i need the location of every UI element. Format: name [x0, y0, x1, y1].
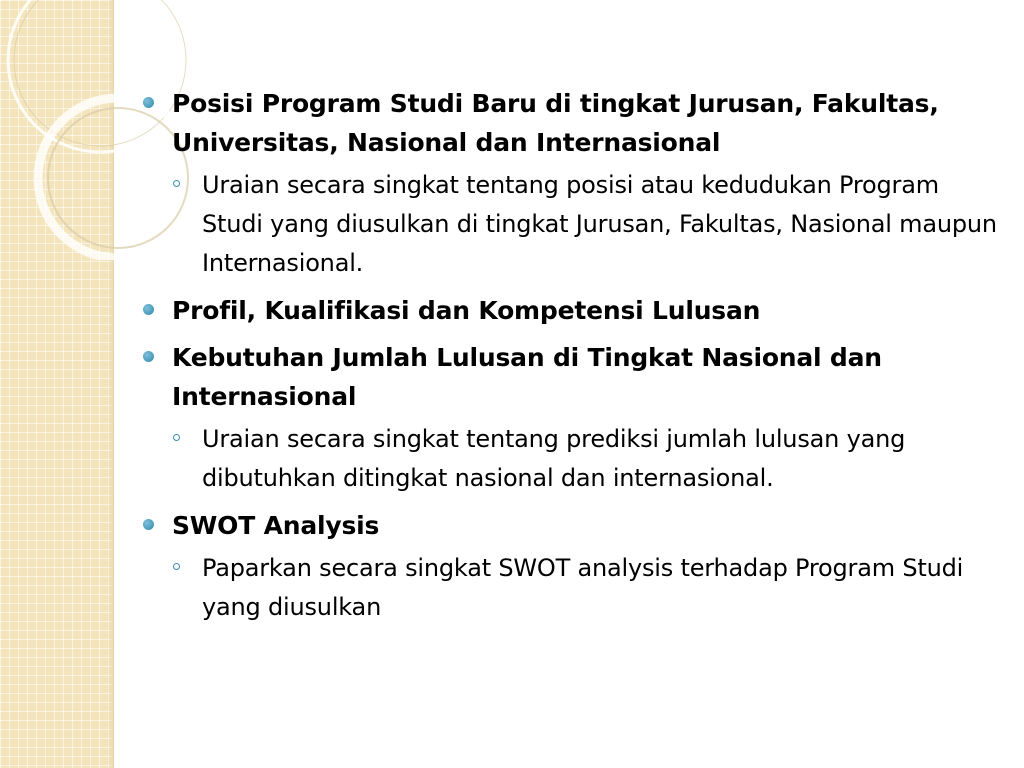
- bullet-dot-icon: [143, 304, 154, 315]
- bullet-text: Profil, Kualifikasi dan Kompetensi Lulusan: [172, 296, 761, 325]
- ring-bullet-icon: [173, 434, 180, 441]
- sub-bullet-text: Uraian secara singkat tentang prediksi jumlah lulusan yang dibutuhkan ditingkat nasional dan internasional.: [202, 425, 906, 492]
- sub-bullet-text: Uraian secara singkat tentang posisi atau kedudukan Program Studi yang diusulkan di tingkat Jurusan, Fakultas, Nasional maupun Internasional.: [202, 171, 997, 277]
- bullet-list: [140, 84, 1000, 627]
- bullet-text: Posisi Program Studi Baru di tingkat Jurusan, Fakultas, Universitas, Nasional dan Internasional: [172, 89, 939, 157]
- bullet-text: Kebutuhan Jumlah Lulusan di Tingkat Nasional dan Internasional: [172, 343, 882, 411]
- bullet-item: [140, 506, 1000, 545]
- bullet-item: [140, 338, 1000, 416]
- ring-bullet-icon: [173, 563, 180, 570]
- bullet-item: [140, 84, 1000, 162]
- bullet-dot-icon: [143, 97, 154, 108]
- sub-bullet-item: [140, 420, 1000, 498]
- sub-bullet-text: Paparkan secara singkat SWOT analysis terhadap Program Studi yang diusulkan: [202, 554, 964, 621]
- ring-bullet-icon: [173, 180, 180, 187]
- bullet-dot-icon: [143, 519, 154, 530]
- sub-bullet-item: [140, 549, 1000, 627]
- sub-bullet-item: [140, 166, 1000, 283]
- bullet-dot-icon: [143, 351, 154, 362]
- bullet-item: [140, 291, 1000, 330]
- bullet-text: SWOT Analysis: [172, 511, 380, 540]
